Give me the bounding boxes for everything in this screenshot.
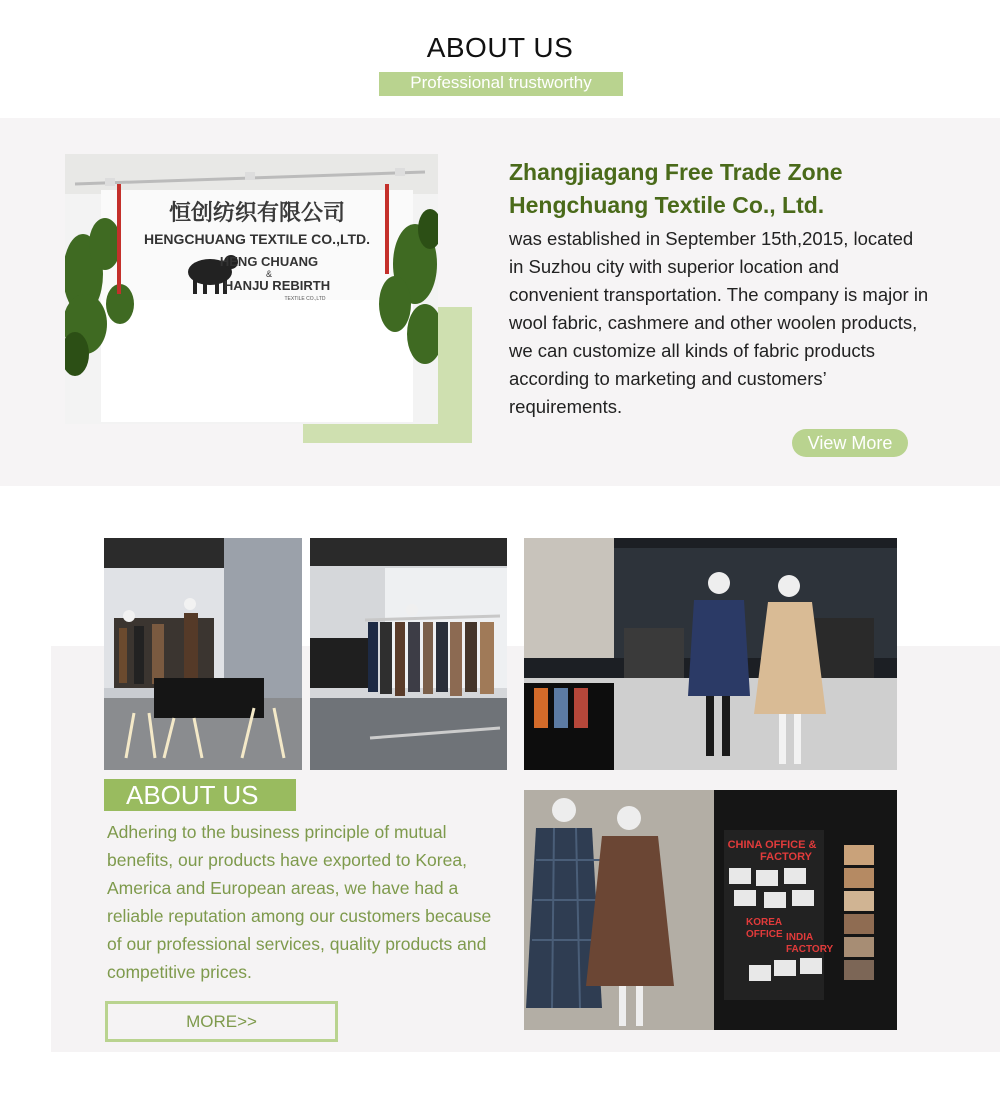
- about-description: Adhering to the business principle of mutual benefits, our products have exported to Korea, America and European areas, we have had a reliable reputation among our customers because of our professional services, quality products and competitive prices.: [107, 822, 492, 982]
- company-sign-photo: [65, 154, 438, 424]
- more-button[interactable]: MORE>>: [105, 1001, 338, 1042]
- sign-brand2-text: HANJU REBIRTH: [223, 278, 331, 293]
- view-more-button[interactable]: View More: [792, 429, 908, 457]
- showroom-photo-racks: [310, 538, 507, 770]
- about-heading: ABOUT US: [126, 780, 259, 810]
- sign-small-text: TEXTILE CO.,LTD: [284, 296, 326, 302]
- sign-brand1-text: HENG CHUANG: [219, 254, 319, 269]
- board-india2-text: FACTORY: [786, 944, 834, 955]
- section-subtitle-badge: Professional trustworthy: [379, 72, 623, 96]
- sign-english-text: HENGCHUANG TEXTILE CO.,LTD.: [143, 231, 371, 247]
- board-korea1-text: KOREA: [746, 917, 783, 928]
- sign-chinese-text: 恒创纺织有限公司: [168, 201, 346, 226]
- showroom-photo-mannequins: [524, 538, 897, 770]
- sign-amp-text: &: [265, 269, 273, 279]
- company-name-heading: Zhangjiagang Free Trade Zone Hengchuang Textile Co., Ltd.: [509, 159, 843, 218]
- board-korea2-text: OFFICE: [746, 929, 783, 940]
- showroom-photo-board: [524, 790, 897, 1030]
- showroom-photo-tables: [104, 538, 302, 770]
- company-description: was established in September 15th,2015, located in Suzhou city with superior location and convenient transportation. The company is major in wool fabric, cashmere and other woolen products, we can customize all kinds of fabric products according to marketing and customers’ requirements.: [509, 228, 929, 417]
- section-title: ABOUT US: [426, 32, 574, 63]
- board-line1-text: CHINA OFFICE &: [727, 839, 817, 851]
- board-line2-text: FACTORY: [760, 851, 812, 863]
- board-india1-text: INDIA: [786, 932, 814, 943]
